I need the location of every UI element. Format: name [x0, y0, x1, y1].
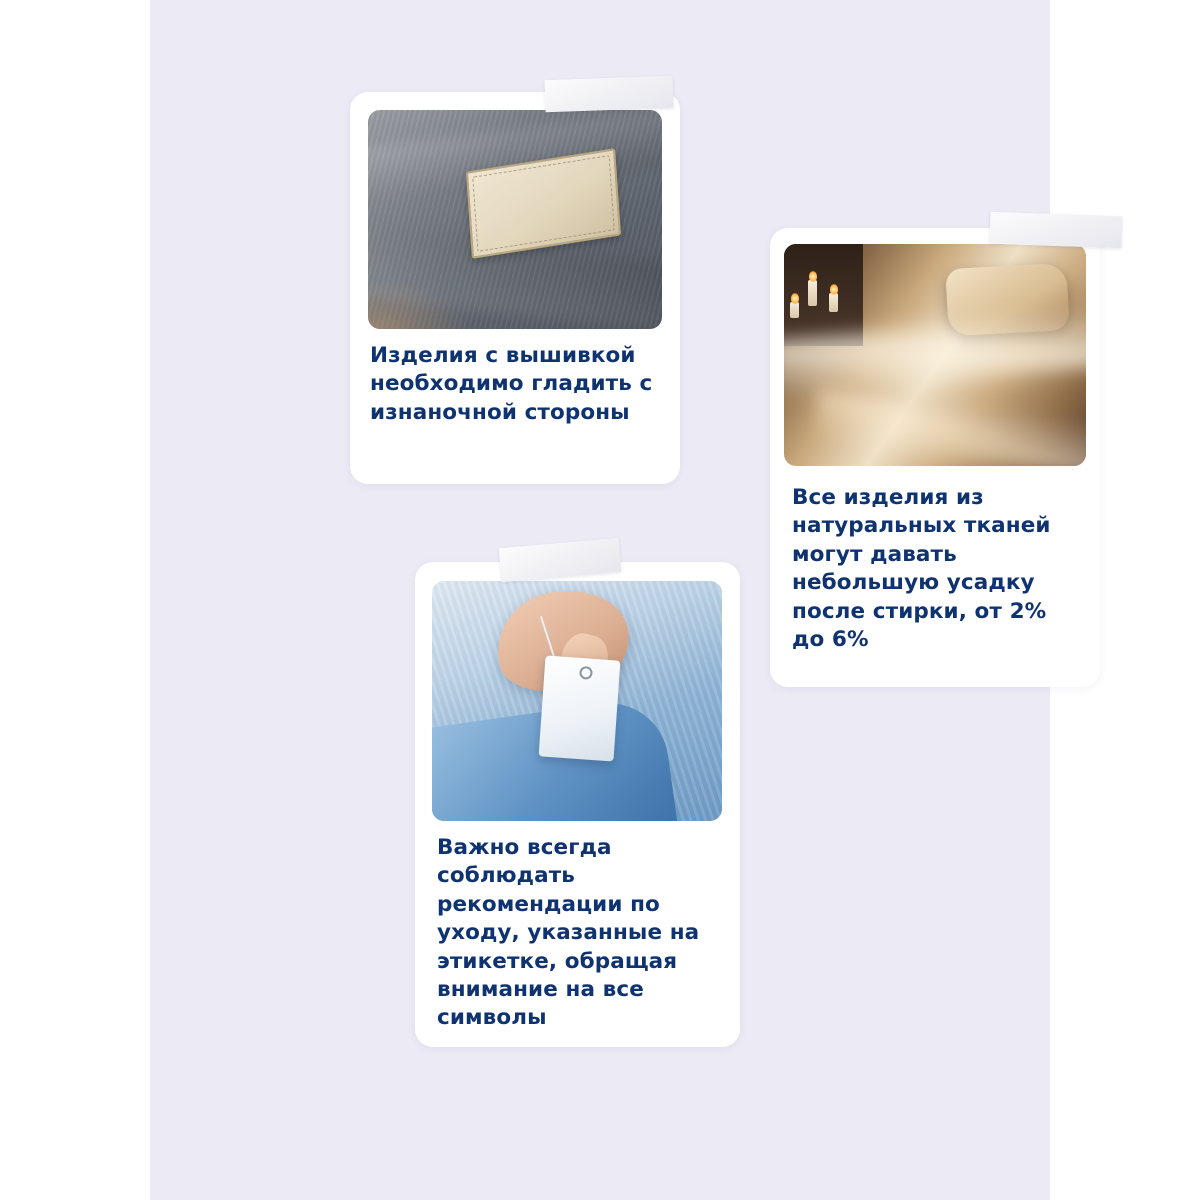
card-shrinkage	[770, 228, 1100, 687]
card-care-label	[415, 562, 740, 1047]
photo-hand-holding-care-tag	[432, 581, 722, 821]
card-caption-care-label: Важно всегда соблюдать рекомендации по уходу, указанные на этикетке, обращая внимание на все символы	[437, 835, 700, 1031]
tape-strip-embroidery	[544, 76, 673, 112]
card-embroidery	[350, 92, 680, 484]
tape-strip-care-label	[499, 538, 622, 582]
tape-strip-shrinkage	[989, 212, 1122, 249]
photo-embroidered-label-on-grey-linen	[368, 110, 662, 329]
card-caption-embroidery: Изделия с вышивкой необходимо гладить с изнаночной стороны	[370, 343, 653, 425]
infographic-panel	[150, 0, 1050, 1200]
photo-satin-gold-bedding	[784, 244, 1086, 466]
card-caption-shrinkage: Все изделия из натуральных тканей могут давать небольшую усадку после стирки, от 2% до 6%	[792, 485, 1051, 652]
